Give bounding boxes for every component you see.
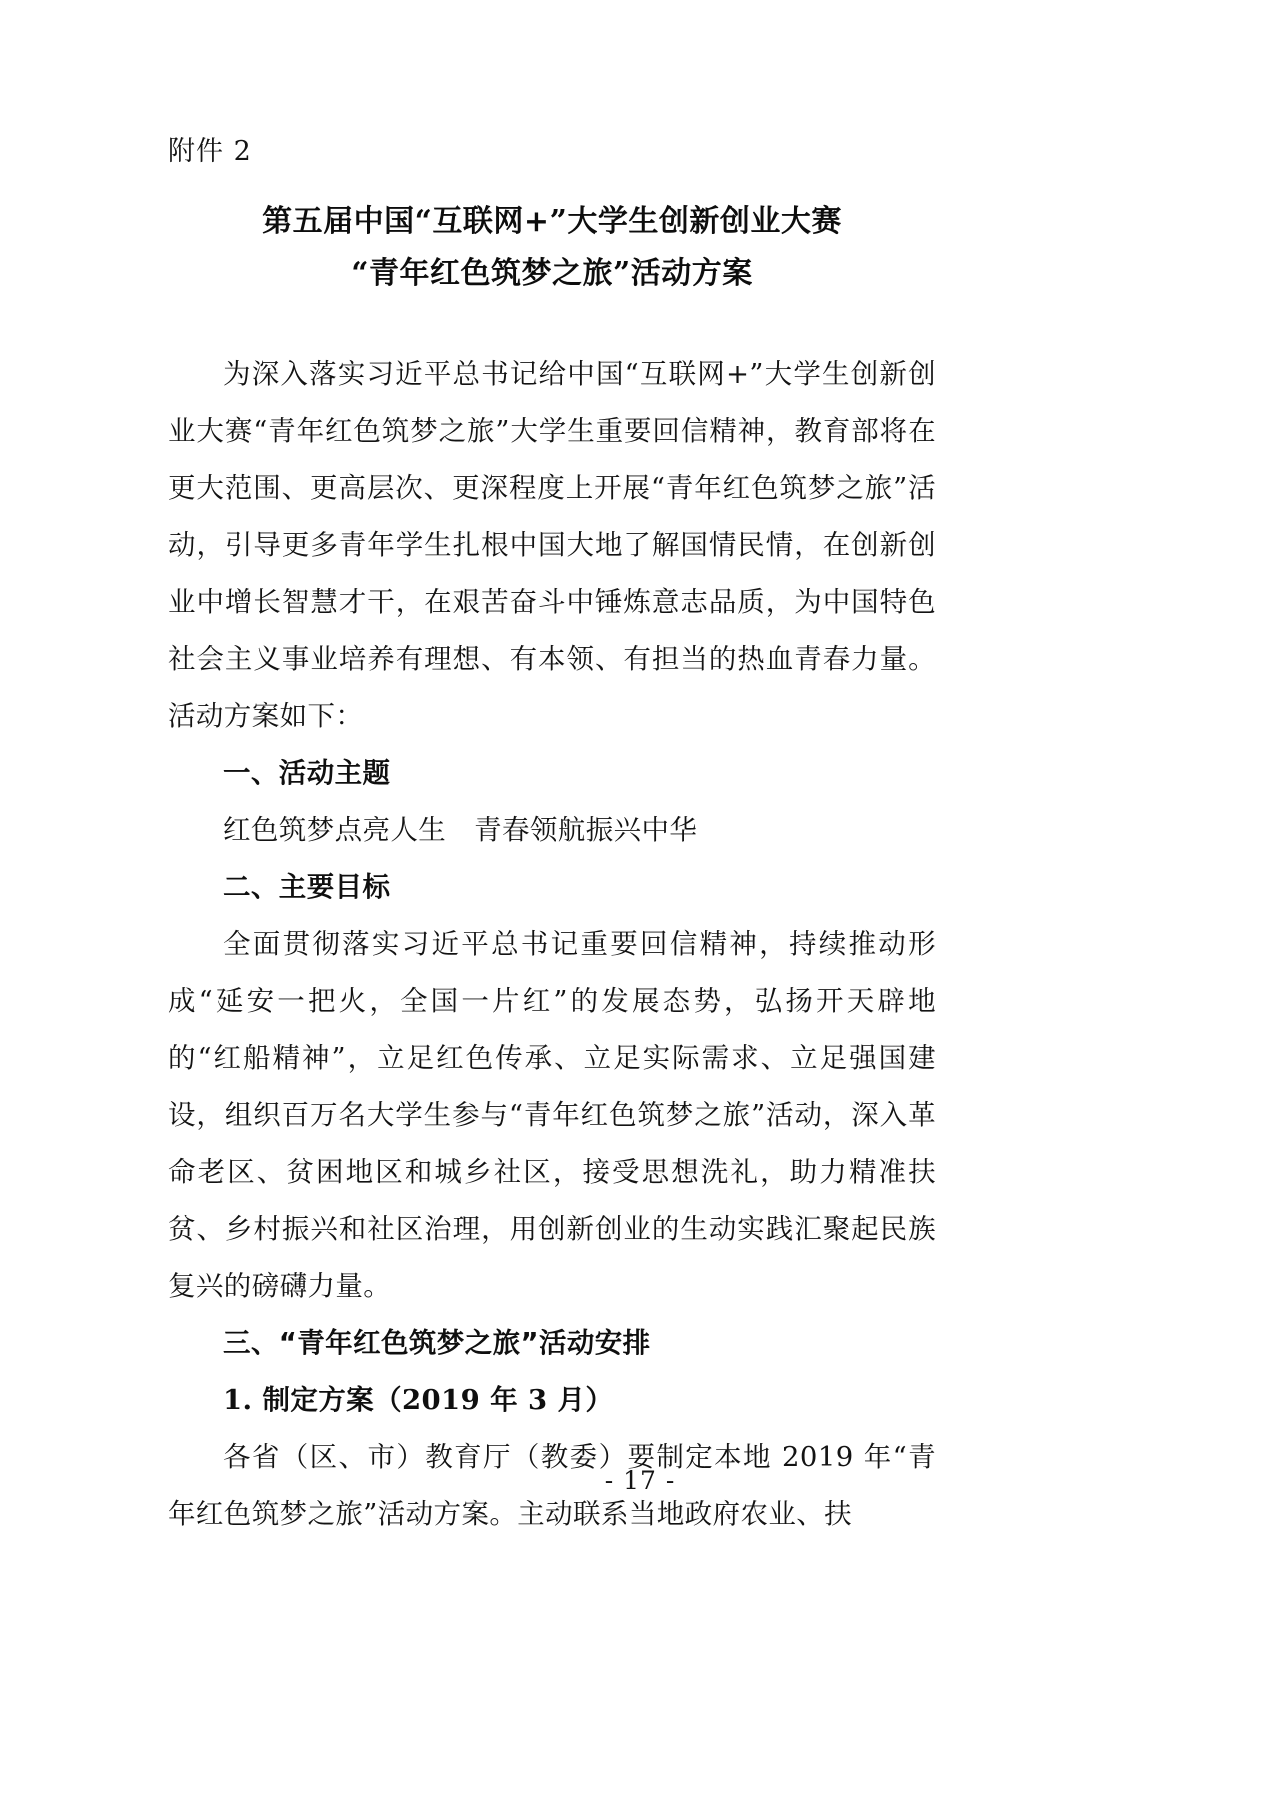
section-heading-one: 一、活动主题	[223, 757, 391, 789]
section-two-paragraph: 全面贯彻落实习近平总书记重要回信精神，持续推动形成“延安一把火，全国一片红”的发展态势，弘扬开天辟地的“红船精神”，立足红色传承、立足实际需求、立足强国建设，组织百万名大学生参与“青年红色筑梦之旅”活动，深入革命老区、贫困地区和城乡社区，接受思想洗礼，助力精准扶贫、乡村振兴和社区治理，用创新创业的生动实践汇聚起民族复兴的磅礴力量。	[168, 928, 936, 1302]
page-number: - 17 -	[604, 1466, 676, 1495]
document-title-line-2: “青年红色筑梦之旅”活动方案	[351, 256, 753, 291]
section-one-theme: 红色筑梦点亮人生 青春领航振兴中华	[223, 814, 698, 846]
section-heading-two: 二、主要目标	[223, 871, 391, 903]
document-title-line-1: 第五届中国“互联网+”大学生创新创业大赛	[262, 204, 842, 239]
document-title	[168, 196, 936, 300]
item-one-heading: 1. 制定方案（2019 年 3 月）	[223, 1384, 614, 1416]
attachment-label: 附件 2	[168, 136, 252, 167]
document-content	[168, 130, 936, 1543]
section-heading-three: 三、“青年红色筑梦之旅”活动安排	[223, 1327, 651, 1359]
item-one-paragraph: 各省（区、市）教育厅（教委）要制定本地 2019 年“青年红色筑梦之旅”活动方案。主动联系当地政府农业、扶	[168, 1441, 936, 1530]
document-body	[168, 346, 936, 1543]
intro-paragraph: 为深入落实习近平总书记给中国“互联网+”大学生创新创业大赛“青年红色筑梦之旅”大学生重要回信精神，教育部将在更大范围、更高层次、更深程度上开展“青年红色筑梦之旅”活动，引导更多青年学生扎根中国大地了解国情民情，在创新创业中增长智慧才干，在艰苦奋斗中锤炼意志品质，为中国特色社会主义事业培养有理想、有本领、有担当的热血青春力量。活动方案如下：	[168, 358, 936, 732]
